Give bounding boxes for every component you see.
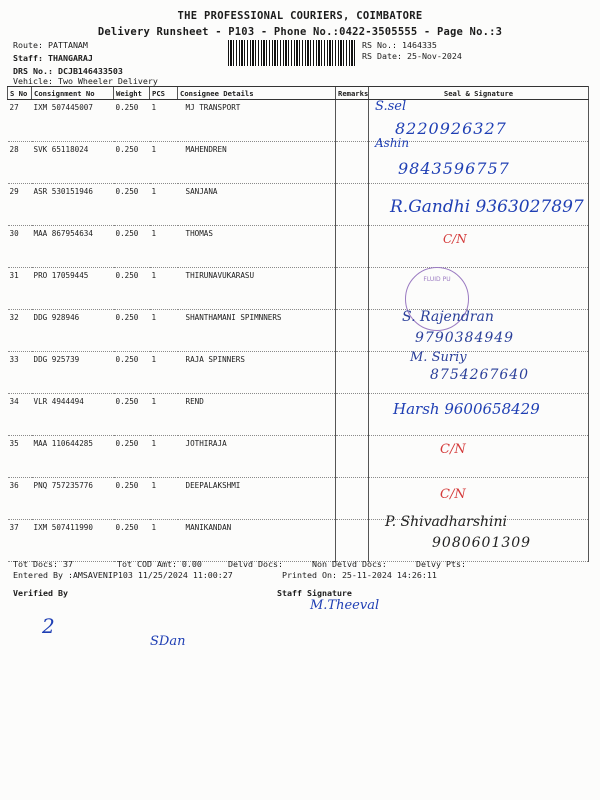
route-label: Route: PATTANAM <box>13 40 88 50</box>
table-row <box>8 268 589 310</box>
cell-consignee: MJ TRANSPORT <box>178 100 336 142</box>
cell-remarks <box>336 142 369 184</box>
delivered-docs: Delvd Docs: <box>228 559 283 569</box>
cell-consignee: MANIKANDAN <box>178 520 336 562</box>
cell-consignee: RAJA SPINNERS <box>178 352 336 394</box>
cell-consignment: IXM 507411990 <box>32 520 114 562</box>
cell-sno: 34 <box>8 394 32 436</box>
cell-weight: 0.250 <box>114 268 150 310</box>
rs-date: RS Date: 25-Nov-2024 <box>362 51 462 61</box>
cell-sno: 36 <box>8 478 32 520</box>
sig-row-37: P. Shivadharshini <box>385 514 508 530</box>
cell-consignee: SANJANA <box>178 184 336 226</box>
col-pcs: PCS <box>150 87 178 100</box>
cell-consignee: MAHENDREN <box>178 142 336 184</box>
cell-consignment: DDG 925739 <box>32 352 114 394</box>
cell-weight: 0.250 <box>114 352 150 394</box>
cn-row-35: C/N <box>440 442 466 457</box>
cell-pcs: 1 <box>150 436 178 478</box>
sig-row-32: S. Rajendran <box>402 309 494 325</box>
table-row <box>8 226 589 268</box>
runsheet-title: Delivery Runsheet - P103 - Phone No.:0422-3505555 - Page No.:3 <box>97 26 503 38</box>
cell-remarks <box>336 436 369 478</box>
cell-weight: 0.250 <box>114 226 150 268</box>
cell-sno: 29 <box>8 184 32 226</box>
phone-row-37: 9080601309 <box>432 535 532 551</box>
cell-remarks <box>336 520 369 562</box>
cell-weight: 0.250 <box>114 100 150 142</box>
barcode-image <box>228 40 356 66</box>
cell-remarks <box>336 310 369 352</box>
cell-consignee: REND <box>178 394 336 436</box>
verify-ink-2: SDan <box>150 634 186 649</box>
company-title: THE PROFESSIONAL COURIERS, COIMBATORE <box>177 10 423 22</box>
table-header-row <box>8 87 589 100</box>
cell-pcs: 1 <box>150 268 178 310</box>
delivery-points: Delvy Pts: <box>416 559 466 569</box>
staff-label: Staff: THANGARAJ <box>13 53 93 63</box>
cell-consignee: DEEPALAKSHMI <box>178 478 336 520</box>
sig-row-27: S.sel <box>375 99 407 114</box>
cell-sno: 37 <box>8 520 32 562</box>
cell-remarks <box>336 352 369 394</box>
cell-consignment: MAA 110644285 <box>32 436 114 478</box>
cell-consignment: ASR 530151946 <box>32 184 114 226</box>
cell-consignment: DDG 928946 <box>32 310 114 352</box>
cell-sno: 27 <box>8 100 32 142</box>
sig-row-28: Ashin <box>375 136 410 150</box>
cell-seal-signature <box>369 226 589 268</box>
vehicle-label: Vehicle: Two Wheeler Delivery <box>13 76 158 86</box>
cell-weight: 0.250 <box>114 478 150 520</box>
cell-consignment: IXM 507445007 <box>32 100 114 142</box>
cell-weight: 0.250 <box>114 184 150 226</box>
cell-remarks <box>336 268 369 310</box>
drs-number: DRS No.: DCJB146433503 <box>13 66 123 76</box>
staff-signature-label: Staff Signature <box>277 588 352 598</box>
col-seal-signature: Seal & Signature <box>369 87 589 100</box>
printed-on: Printed On: 25-11-2024 14:26:11 <box>282 570 437 580</box>
col-weight: Weight <box>114 87 150 100</box>
cell-weight: 0.250 <box>114 436 150 478</box>
cell-seal-signature <box>369 436 589 478</box>
cell-consignment: VLR 4944494 <box>32 394 114 436</box>
cell-pcs: 1 <box>150 478 178 520</box>
cell-remarks <box>336 100 369 142</box>
cell-pcs: 1 <box>150 352 178 394</box>
cell-consignment: MAA 867954634 <box>32 226 114 268</box>
sig-row-29: R.Gandhi 9363027897 <box>390 197 584 217</box>
total-docs: Tot Docs: 37 <box>13 559 73 569</box>
verify-ink-1: 2 <box>42 614 55 638</box>
non-delivered-docs: Non Delvd Docs: <box>312 559 387 569</box>
cell-pcs: 1 <box>150 100 178 142</box>
cell-sno: 31 <box>8 268 32 310</box>
cell-consignment: SVK 65118024 <box>32 142 114 184</box>
cell-weight: 0.250 <box>114 310 150 352</box>
cn-row-30: C/N <box>443 232 467 246</box>
verified-by-label: Verified By <box>13 588 68 598</box>
col-consignee: Consignee Details <box>178 87 336 100</box>
cell-remarks <box>336 394 369 436</box>
sig-row-34: Harsh 9600658429 <box>393 400 540 418</box>
col-sno: S No <box>8 87 32 100</box>
phone-row-28: 9843596757 <box>398 159 510 178</box>
fluid-stamp: FLUID PU <box>405 267 469 331</box>
cell-consignment: PRO 17059445 <box>32 268 114 310</box>
cell-pcs: 1 <box>150 142 178 184</box>
cell-weight: 0.250 <box>114 394 150 436</box>
cell-weight: 0.250 <box>114 520 150 562</box>
phone-row-33: 8754267640 <box>430 367 530 383</box>
cell-sno: 30 <box>8 226 32 268</box>
cell-consignee: THOMAS <box>178 226 336 268</box>
runsheet-table <box>7 86 589 562</box>
col-consignment: Consignment No <box>32 87 114 100</box>
col-remarks: Remarks <box>336 87 369 100</box>
cell-pcs: 1 <box>150 520 178 562</box>
cell-sno: 32 <box>8 310 32 352</box>
cell-pcs: 1 <box>150 394 178 436</box>
phone-row-32: 9790384949 <box>415 330 515 346</box>
table-row <box>8 436 589 478</box>
cell-weight: 0.250 <box>114 142 150 184</box>
entered-by: Entered By :AMSAVENIP103 11/25/2024 11:00:27 <box>13 570 233 580</box>
cell-pcs: 1 <box>150 310 178 352</box>
cell-seal-signature <box>369 268 589 310</box>
staff-signature-ink: M.Theeval <box>310 598 380 613</box>
cell-consignee: JOTHIRAJA <box>178 436 336 478</box>
cell-remarks <box>336 226 369 268</box>
total-cod: Tot COD Amt: 0.00 <box>117 559 202 569</box>
cell-sno: 35 <box>8 436 32 478</box>
cell-sno: 28 <box>8 142 32 184</box>
cell-remarks <box>336 478 369 520</box>
cell-pcs: 1 <box>150 184 178 226</box>
cell-remarks <box>336 184 369 226</box>
cn-row-36: C/N <box>440 487 466 502</box>
sig-row-33: M. Suriy <box>410 350 467 365</box>
cell-sno: 33 <box>8 352 32 394</box>
cell-consignee: THIRUNAVUKARASU <box>178 268 336 310</box>
cell-consignee: SHANTHAMANI SPIMNNERS <box>178 310 336 352</box>
phone-row-27: 8220926327 <box>395 119 507 138</box>
cell-pcs: 1 <box>150 226 178 268</box>
cell-consignment: PNQ 757235776 <box>32 478 114 520</box>
rs-number: RS No.: 1464335 <box>362 40 437 50</box>
